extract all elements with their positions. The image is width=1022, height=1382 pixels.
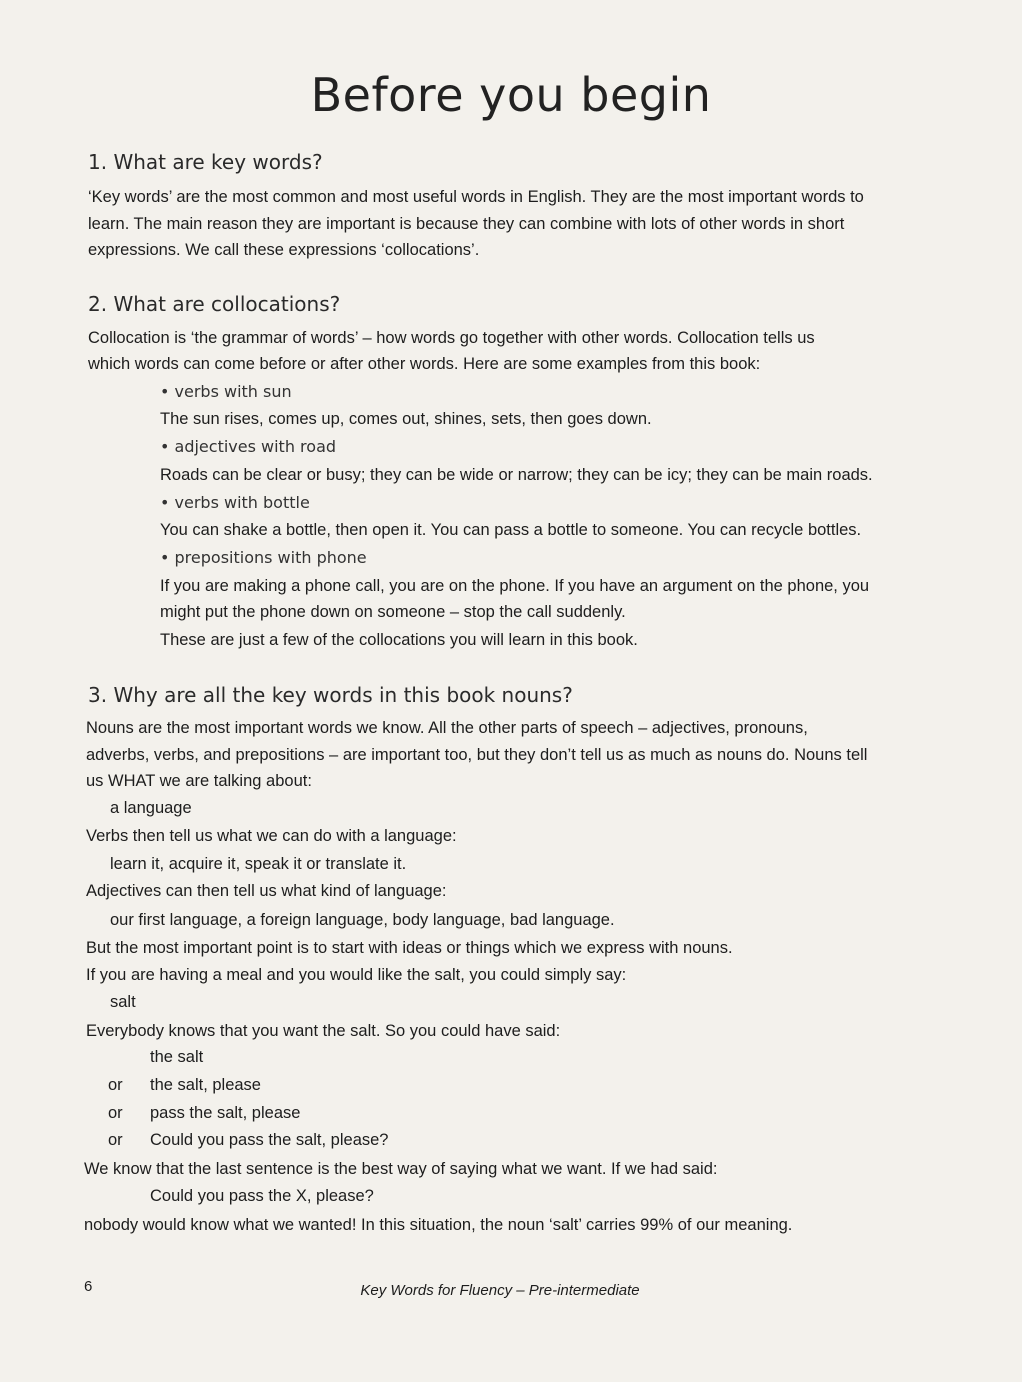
section-3-heading: 3. Why are all the key words in this book nouns? [88,683,573,707]
section-3-line: If you are having a meal and you would like the salt, you could simply say: [86,966,627,984]
example-text: a language [110,799,192,817]
example-text: learn it, acquire it, speak it or translate it. [110,855,407,873]
book-title-footer: Key Words for Fluency – Pre-intermediate [360,1282,640,1299]
example-text: Could you pass the X, please? [150,1187,374,1205]
section-3-line: But the most important point is to start with ideas or things which we express with nouns. [86,939,733,957]
example-text: pass the salt, please [150,1104,301,1122]
example-label: • prepositions with phone [160,548,367,567]
example-text: You can shake a bottle, then open it. You can pass a bottle to someone. You can recycle bottles. [160,521,862,539]
example-label: • adjectives with road [160,437,337,456]
section-3-line: Everybody knows that you want the salt. So you could have said: [86,1022,561,1040]
example-text: our first language, a foreign language, body language, bad language. [110,911,615,929]
section-3-line: Adjectives can then tell us what kind of language: [86,882,447,900]
section-3-line: Nouns are the most important words we know. All the other parts of speech – adjectives, pronouns, [86,719,808,737]
section-2-line: Collocation is ‘the grammar of words’ – how words go together with other words. Collocation tells us [88,329,815,347]
section-1-line: learn. The main reason they are important is because they can combine with lots of other words in short [88,215,845,233]
example-text: The sun rises, comes up, comes out, shines, sets, then goes down. [160,410,652,428]
section-3-line: nobody would know what we wanted! In this situation, the noun ‘salt’ carries 99% of our meaning. [84,1216,793,1234]
section-2-line: which words can come before or after other words. Here are some examples from this book: [88,355,761,373]
section-2-heading: 2. What are collocations? [88,292,341,316]
example-text: might put the phone down on someone – stop the call suddenly. [160,603,626,621]
section-1-line: ‘Key words’ are the most common and most useful words in English. They are the most important words to [88,188,864,206]
or-label: or [108,1104,123,1122]
section-1-heading: 1. What are key words? [88,150,323,174]
example-text: Could you pass the salt, please? [150,1131,389,1149]
or-label: or [108,1131,123,1149]
example-text: salt [110,993,136,1011]
section-3-line: us WHAT we are talking about: [86,772,312,790]
page-number: 6 [84,1278,93,1295]
section-1-line: expressions. We call these expressions ‘collocations’. [88,241,480,259]
example-text: the salt, please [150,1076,261,1094]
example-text: If you are making a phone call, you are on the phone. If you have an argument on the phone, you [160,577,870,595]
example-label: • verbs with sun [160,382,292,401]
or-label: or [108,1076,123,1094]
page-title: Before you begin [310,68,712,122]
section-3-line: adverbs, verbs, and prepositions – are important too, but they don’t tell us as much as nouns do. Nouns tell [86,746,868,764]
section-3-line: We know that the last sentence is the best way of saying what we want. If we had said: [84,1160,718,1178]
section-2-closing: These are just a few of the collocations you will learn in this book. [160,631,638,649]
example-text: Roads can be clear or busy; they can be wide or narrow; they can be icy; they can be main roads. [160,466,873,484]
example-text: the salt [150,1048,204,1066]
section-3-line: Verbs then tell us what we can do with a language: [86,827,457,845]
example-label: • verbs with bottle [160,493,310,512]
